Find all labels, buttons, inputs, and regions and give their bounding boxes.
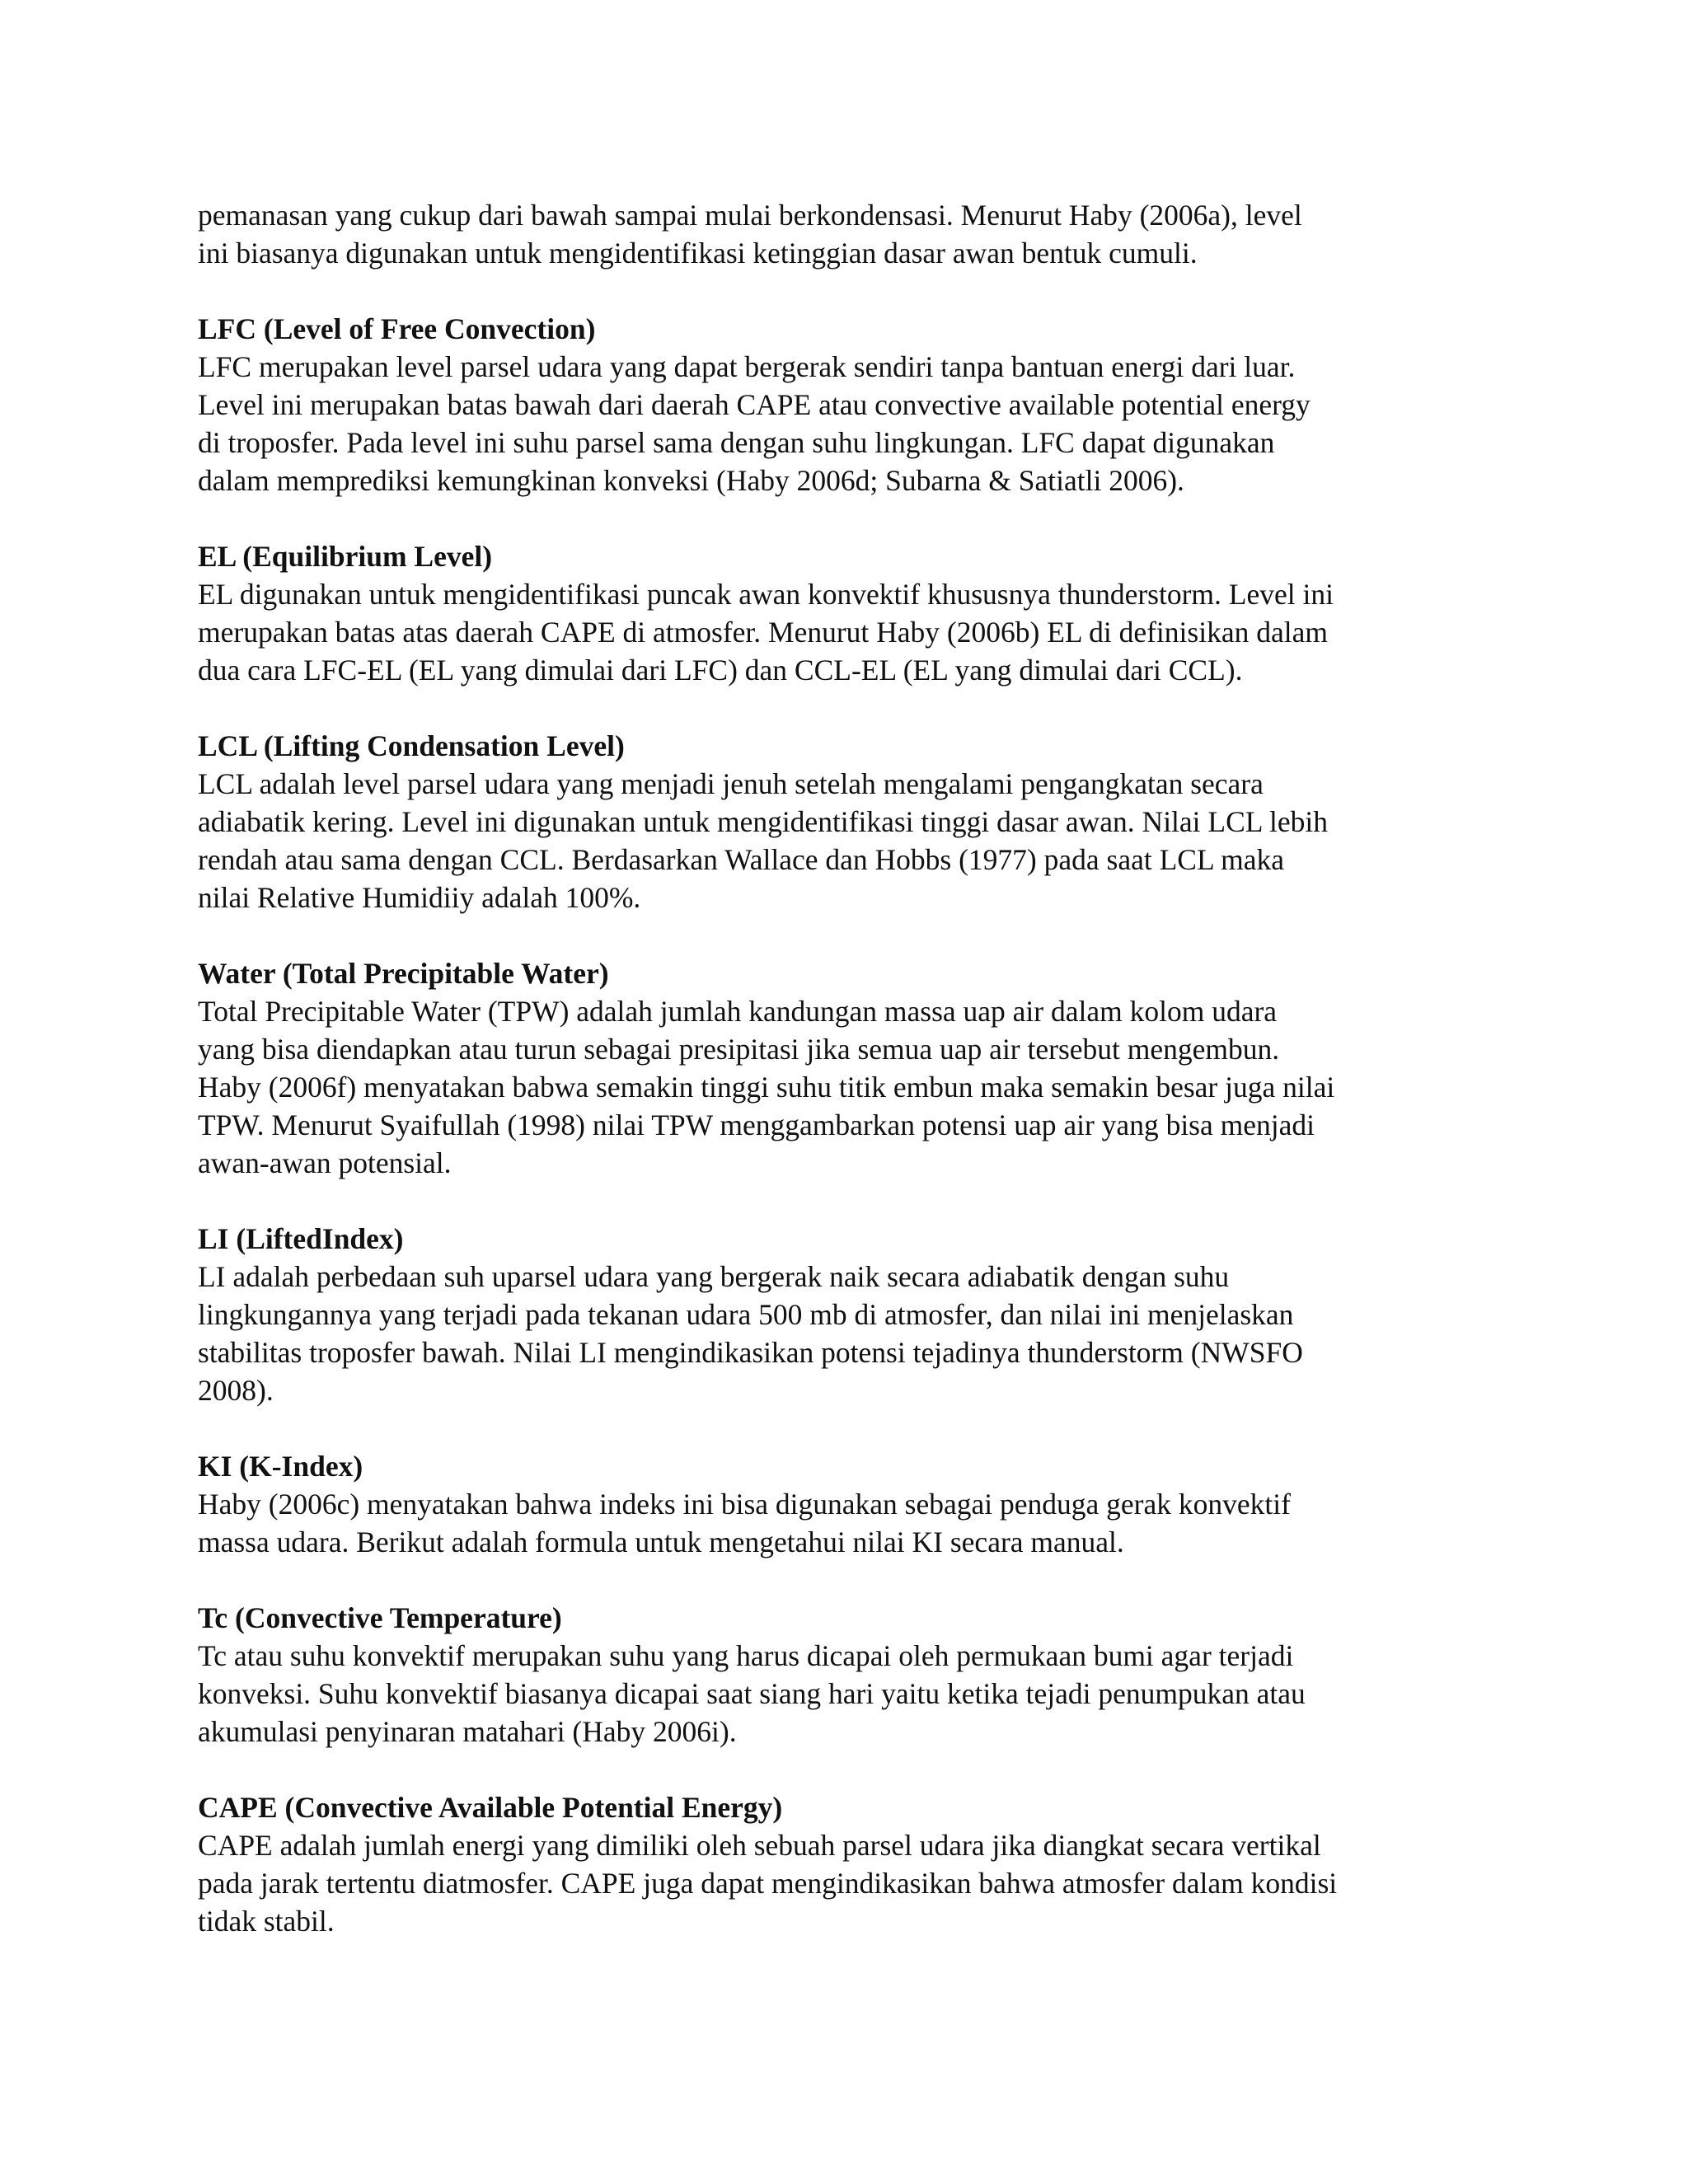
section-water <box>198 954 1500 1182</box>
intro-line: pemanasan yang cukup dari bawah sampai mulai berkondensasi. Menurut Haby (2006a), level <box>198 199 1302 232</box>
body-line: nilai Relative Humidiiy adalah 100%. <box>198 881 641 914</box>
body-line: tidak stabil. <box>198 1905 335 1938</box>
section-body <box>198 1258 1500 1409</box>
section-body <box>198 348 1500 499</box>
intro-paragraph <box>198 196 1500 272</box>
intro-line: ini biasanya digunakan untuk mengidentifikasi ketinggian dasar awan bentuk cumuli. <box>198 237 1198 269</box>
section-body <box>198 1826 1500 1940</box>
section-heading: Tc (Convective Temperature) <box>198 1601 562 1634</box>
body-line: LCL adalah level parsel udara yang menjadi jenuh setelah mengalami pengangkatan secara <box>198 767 1264 800</box>
body-line: massa udara. Berikut adalah formula untuk mengetahui nilai KI secara manual. <box>198 1526 1124 1558</box>
section-cape <box>198 1788 1500 1940</box>
body-line: adiabatik kering. Level ini digunakan untuk mengidentifikasi tinggi dasar awan. Nilai LCL lebih <box>198 805 1328 838</box>
section-body <box>198 992 1500 1182</box>
section-body <box>198 765 1500 916</box>
section-lfc <box>198 310 1500 499</box>
section-heading: Water (Total Precipitable Water) <box>198 957 609 990</box>
body-line: LFC merupakan level parsel udara yang dapat bergerak sendiri tanpa bantuan energi dari luar. <box>198 350 1296 383</box>
body-line: Level ini merupakan batas bawah dari daerah CAPE atau convective available potential energy <box>198 388 1311 421</box>
document-page <box>198 196 1500 1940</box>
body-line: Haby (2006f) menyatakan babwa semakin tinggi suhu titik embun maka semakin besar juga nilai <box>198 1071 1335 1104</box>
body-line: awan-awan potensial. <box>198 1146 452 1179</box>
body-line: TPW. Menurut Syaifullah (1998) nilai TPW menggambarkan potensi uap air yang bisa menjadi <box>198 1108 1315 1141</box>
section-heading: LFC (Level of Free Convection) <box>198 312 596 345</box>
body-line: CAPE adalah jumlah energi yang dimiliki oleh sebuah parsel udara jika diangkat secara vertikal <box>198 1829 1321 1862</box>
body-line: LI adalah perbedaan suh uparsel udara yang bergerak naik secara adiabatik dengan suhu <box>198 1260 1230 1293</box>
body-line: EL digunakan untuk mengidentifikasi puncak awan konvektif khususnya thunderstorm. Level ini <box>198 578 1334 611</box>
body-line: rendah atau sama dengan CCL. Berdasarkan Wallace dan Hobbs (1977) pada saat LCL maka <box>198 843 1285 876</box>
body-line: 2008). <box>198 1374 274 1407</box>
section-el <box>198 537 1500 689</box>
body-line: konveksi. Suhu konvektif biasanya dicapai saat siang hari yaitu ketika tejadi penumpukan atau <box>198 1677 1306 1710</box>
body-line: dalam memprediksi kemungkinan konveksi (Haby 2006d; Subarna & Satiatli 2006). <box>198 464 1184 497</box>
body-line: dua cara LFC-EL (EL yang dimulai dari LFC) dan CCL-EL (EL yang dimulai dari CCL). <box>198 654 1243 687</box>
body-line: stabilitas troposfer bawah. Nilai LI mengindikasikan potensi tejadinya thunderstorm (NWSFO <box>198 1336 1303 1369</box>
body-line: Haby (2006c) menyatakan bahwa indeks ini bisa digunakan sebagai penduga gerak konvektif <box>198 1488 1291 1521</box>
body-line: pada jarak tertentu diatmosfer. CAPE juga dapat mengindikasikan bahwa atmosfer dalam kondisi <box>198 1867 1338 1900</box>
section-li <box>198 1220 1500 1409</box>
section-heading: CAPE (Convective Available Potential Energy) <box>198 1791 783 1824</box>
section-lcl <box>198 727 1500 916</box>
body-line: akumulasi penyinaran matahari (Haby 2006i). <box>198 1715 737 1748</box>
body-line: yang bisa diendapkan atau turun sebagai presipitasi jika semua uap air tersebut mengembun. <box>198 1033 1280 1066</box>
section-heading: KI (K-Index) <box>198 1450 363 1483</box>
section-heading: EL (Equilibrium Level) <box>198 540 493 573</box>
section-body <box>198 1485 1500 1561</box>
section-heading: LI (LiftedIndex) <box>198 1222 404 1255</box>
section-body <box>198 575 1500 689</box>
body-line: Total Precipitable Water (TPW) adalah jumlah kandungan massa uap air dalam kolom udara <box>198 995 1278 1028</box>
section-tc <box>198 1599 1500 1750</box>
section-body <box>198 1637 1500 1750</box>
body-line: Tc atau suhu konvektif merupakan suhu yang harus dicapai oleh permukaan bumi agar terjadi <box>198 1639 1294 1672</box>
body-line: merupakan batas atas daerah CAPE di atmosfer. Menurut Haby (2006b) EL di definisikan dalam <box>198 616 1328 649</box>
section-heading: LCL (Lifting Condensation Level) <box>198 729 625 762</box>
body-line: di troposfer. Pada level ini suhu parsel sama dengan suhu lingkungan. LFC dapat digunakan <box>198 426 1275 459</box>
section-ki <box>198 1447 1500 1561</box>
body-line: lingkungannya yang terjadi pada tekanan udara 500 mb di atmosfer, dan nilai ini menjelaskan <box>198 1298 1294 1331</box>
